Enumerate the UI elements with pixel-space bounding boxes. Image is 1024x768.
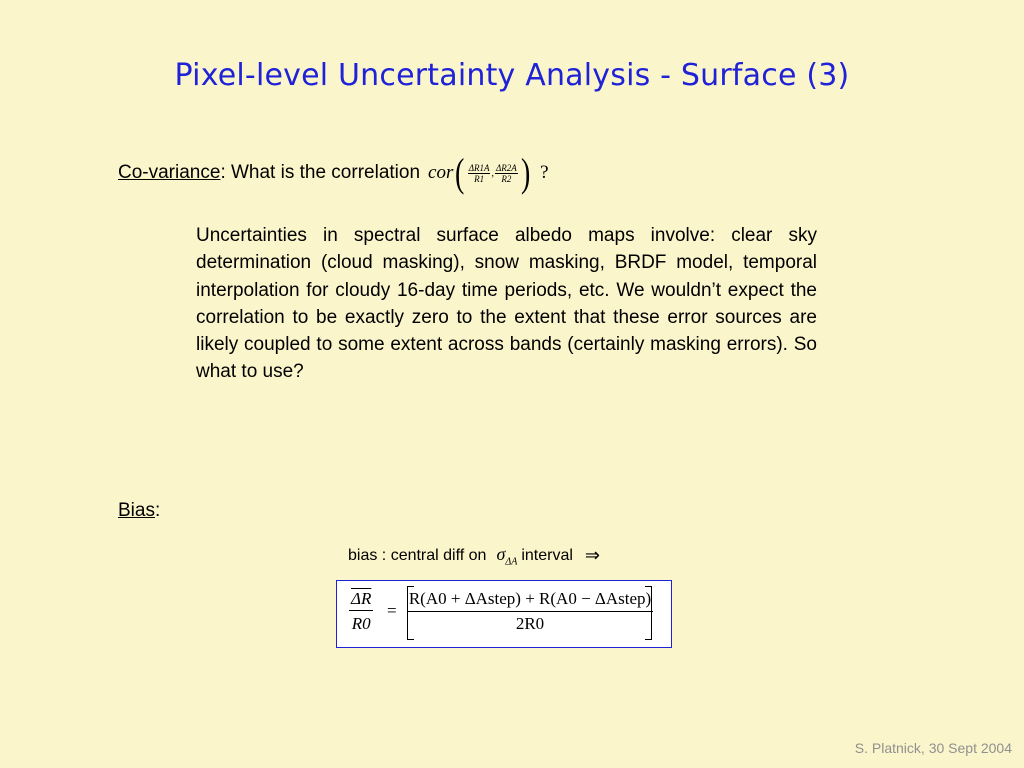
sigma-symbol [496,544,517,568]
bias-heading [118,500,160,522]
sigma-subscript: ΔA [505,556,518,568]
covariance-line [118,150,549,195]
bias-equation-box [336,580,672,648]
lhs-denominator: R0 [351,614,371,633]
fraction-band1-num: ΔR1A [468,162,490,173]
uncertainty-paragraph: Uncertainties in spectral surface albedo maps involve: clear sky determination (cloud masking), snow masking, BRDF model, temporal interpolation for cloudy 16-day time periods, etc. We wouldn’t expect the correlation to be exactly zero to the extent that these error sources are likely coupled to some extent across bands (certainly masking errors). So what to use? [196,225,817,383]
bias-line-suffix: interval [521,546,573,564]
equation-lhs [349,589,373,634]
sigma-char: σ [496,544,506,564]
question-mark: ? [540,162,549,183]
bias-colon: : [154,500,161,521]
lhs-numerator: $\overline{\Delta R}$ [349,589,373,611]
fraction-band2-num: ΔR2A [495,162,517,173]
rhs-numerator: R(A0 + ΔAstep) + R(A0 − ΔAstep) [407,589,653,612]
bias-line-prefix: bias : central diff on [348,546,487,564]
fraction-band1-den: R1 [474,173,485,184]
fraction-band2 [495,163,518,184]
footer-credit: S. Platnick, 30 Sept 2004 [854,740,1012,756]
covariance-text: : What is the correlation [220,162,421,183]
equation-rhs [408,589,652,634]
covariance-label: Co-variance [118,162,221,183]
fraction-band1 [468,163,491,184]
cor-function: cor [428,162,454,183]
slide-title: Pixel-level Uncertainty Analysis - Surface (3) [174,58,850,93]
equals-sign: = [387,601,397,620]
bias-definition [348,544,600,568]
left-paren: ( [455,150,465,195]
fraction-band2-den: R2 [501,173,512,184]
bias-label: Bias [118,500,155,521]
rhs-denominator: 2R0 [515,614,545,633]
right-paren: ) [520,150,531,195]
implies-arrow: ⇒ [584,545,600,567]
correlation-formula [428,150,532,195]
comma: , [491,167,494,179]
right-bracket [645,586,652,640]
